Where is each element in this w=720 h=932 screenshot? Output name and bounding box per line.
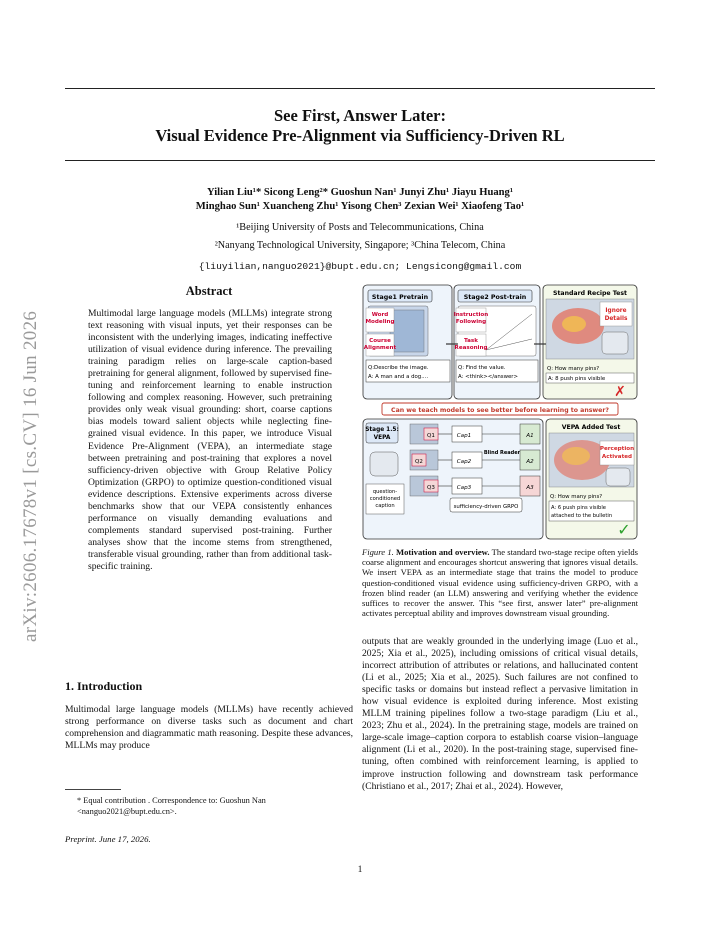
stage15-panel [363,419,543,539]
svg-text:Alignment: Alignment [363,345,397,351]
vepa-test-answer-1: A: 6 push pins visible [551,505,606,511]
standard-test-panel [543,285,637,400]
check-mark-icon: ✓ [617,520,631,539]
paper-title [65,106,655,146]
course-alignment-label: Course [369,338,391,344]
instruction-following-label: Instruction [453,312,489,318]
standard-test-label: Standard Recipe Test [553,290,627,297]
caption-body: The standard two-stage recipe often yields coarse alignment and encourages shortcut answering that ignores visual details. We insert VEPA as an intermediate stage that trains the model to produce question-conditioned visual evidence using sufficiency-driven GRPO, with a frozen blind reader (an LLM) answering and verifying whether the evidence suffices to recover the answer. This “see first, answer later” pre-alignment activates perceptual ability and improves downstream visual grounding. [362,547,638,619]
qcond-label-1: question- [372,489,398,495]
abstract-heading: Abstract [185,284,233,298]
title-line-1: See First, Answer Later: [274,106,446,125]
svg-text:Reasoning: Reasoning [454,345,488,351]
banner-text: Can we teach models to see better before learning to answer? [391,407,609,414]
qa2-question: Q: Find the value. [458,365,506,371]
vepa-test-panel [546,419,637,539]
caption-title: Motivation and overview. [396,547,490,557]
introduction-text-left: Multimodal large language models (MLLMs) have recently achieved strong performance on diverse tasks such as document and chart comprehension and diagrammatic math reasoning. Despite these advances, MLLMs may produce [65,704,353,752]
a1-label: A1 [526,433,534,439]
introduction-text-right: outputs that are weakly grounded in the underlying image (Luo et al., 2025; Xia et al., 2025), including omissions of critical visual details, incorrect attribution of attributes or relations, and hallucinated content (Li et al., 2025; Xia et al., 2025). Such failures are not confined to specific tasks or domains but instead reflect a pervasive limitation in how visual evidence is exploited during inference. Most existing MLLM training pipelines follow a two-stage paradigm (Liu et al., 2023; Zhu et al., 2024). In the pretraining stage, models are trained on large-scale image–caption corpora to establish coarse vision–language alignment (Li et al., 2020). In the post-training stage, supervised fine-tuning, often combined with reinforcement learning, is applied to improve instruction following and downstream task performance (Christiano et al., 2017; Zhai et al., 2024). However, [362,636,638,792]
svg-text:Following: Following [455,319,487,325]
footnote-rule [65,789,121,790]
abstract-text: Multimodal large language models (MLLMs) integrate strong text reasoning with visual inputs, yet their responses can be inconsistent with the underlying images, indicating ineffective utilization of visual evidence during inference. The prevailing training paradigm relies on large-scale caption-based pretraining for general alignment, followed by supervised fine-tuning and reinforcement learning to enable instruction following and complex reasoning. However, such pretraining provides only weak visual grounding: short, coarse captions bias models toward salient objects while neglecting fine-grained visual evidence. In this paper, we introduce Visual Evidence Pre-Alignment (VEPA), an intermediate stage between pretraining and post-training that explores a novel sufficiency-driven objective with Group Relative Policy Optimization (GRPO) to optimize question-conditioned visual evidence descriptions. Extensive experiments across diverse benchmarks show that our VEPA consistently enhances performance on visually demanding evaluations and complements standard supervised post-training. Further analyses show that the income stems from strengthened, transferable visual grounding, rather than from additional task-specific training. [88,308,332,572]
cap2-label: Cap2 [456,459,472,465]
affiliation-2: ²Nanyang Technological University, Singapore; ³China Telecom, China [214,240,506,251]
author-list [65,186,655,214]
figure-caption [362,547,638,618]
caption-label: Figure 1. [362,547,394,557]
cap3-label: Cap3 [456,485,472,491]
figure-1 [362,284,638,540]
a3-label: A3 [526,485,534,491]
vepa-test-answer-2: attached to the bulletin [551,513,613,519]
cap1-label: Cap1 [456,433,472,439]
author-line-1: Yilian Liu¹* Sicong Leng²* Guoshun Nan¹ Junyi Zhu¹ Jiayu Huang¹ [206,187,514,198]
svg-text:Details: Details [604,316,628,322]
page-number: 1 [357,864,363,875]
preprint-date: Preprint. June 17, 2026. [65,834,151,844]
blind-reader-label: Blind Reader [483,450,521,456]
author-line-2: Minghao Sun¹ Xuancheng Zhu¹ Yisong Chen³ Zexian Wei¹ Xiaofeng Tao¹ [195,201,525,212]
stage2-panel [454,285,540,399]
title-line-2: Visual Evidence Pre-Alignment via Sufficiency-Driven RL [155,126,565,145]
standard-test-question: Q: How many pins? [547,366,600,372]
model-robot-icon [370,452,398,476]
stage1-label: Stage1 Pretrain [371,294,429,301]
introduction-heading: 1. Introduction [65,679,143,693]
qcond-label-2: conditioned [369,496,401,502]
stage2-label: Stage2 Post-train [463,294,527,301]
qa1-answer: A: A man and a dog.... [368,374,429,380]
qcond-label-3: caption [375,503,395,509]
svg-text:Modeling: Modeling [365,319,395,325]
footnote: * Equal contribution . Correspondence to: Guoshun Nan <nanguo2021@bupt.edu.cn>. [77,796,266,816]
q2-label: Q2 [415,459,423,465]
stage15-label: Stage 1.5: [365,427,399,433]
ignore-details-label: Ignore [605,308,627,314]
qa2-answer: A: <think></answer> [458,374,519,380]
q1-label: Q1 [427,433,435,439]
vepa-test-question: Q: How many pins? [550,494,603,500]
arxiv-sidebar [20,262,60,642]
vepa-test-label: VEPA Added Test [561,424,621,431]
a2-label: A2 [526,459,534,465]
arxiv-id: arXiv:2606.17678v1 [cs.CV] 16 Jun 2026 [20,310,41,642]
standard-test-answer: A: 8 push pins visible [548,376,606,382]
word-modeling-label: Word [371,312,389,318]
perception-label: Perception [599,446,635,452]
title-top-rule [65,88,655,89]
author-emails: {liuyilian,nanguo2021}@bupt.edu.cn; Lengsicong@gmail.com [198,261,522,272]
affiliation-1: ¹Beijing University of Posts and Telecommunications, China [236,222,484,233]
abstract-heading-wrap [65,284,353,299]
svg-text:Activated: Activated [601,454,633,460]
wrong-mark-icon: ✗ [614,384,626,400]
q3-label: Q3 [427,485,435,491]
task-reasoning-label: Task [464,338,478,344]
qa1-question: Q:Describe the image. [368,365,429,371]
svg-text:VEPA: VEPA [373,435,391,441]
grpo-label: sufficiency-driven GRPO [453,504,519,510]
title-bottom-rule [65,160,655,161]
stage1-panel [363,285,452,399]
